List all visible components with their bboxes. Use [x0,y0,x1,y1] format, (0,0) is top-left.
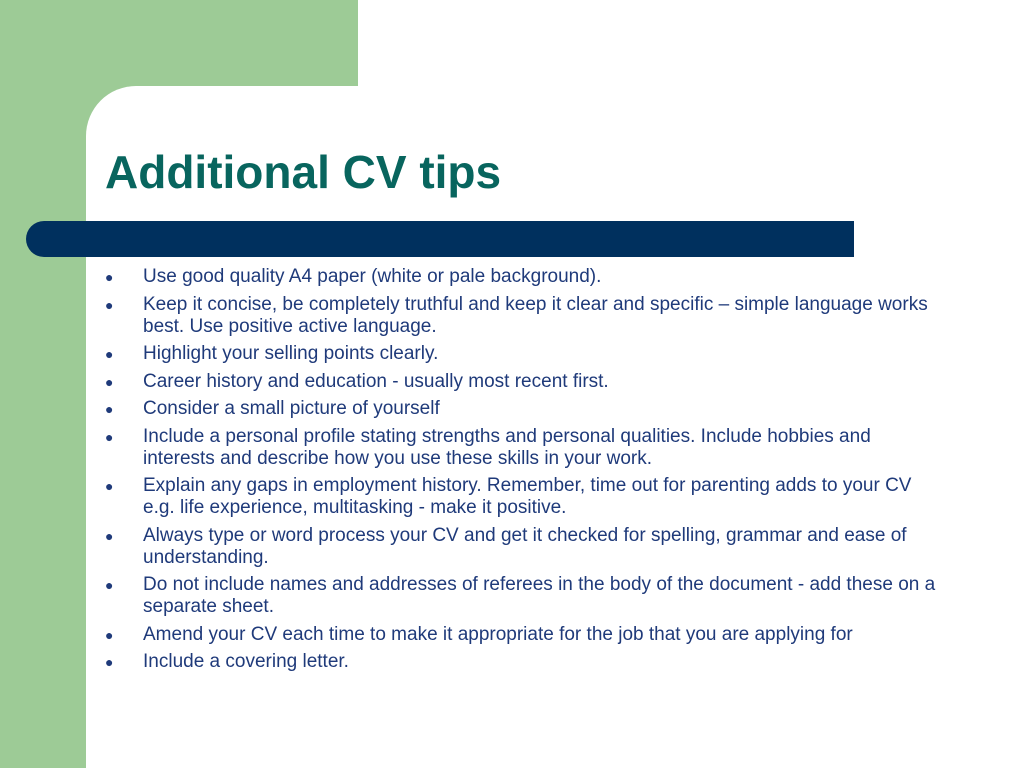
title-underline-bar [26,221,854,257]
bullet-item [105,475,945,519]
green-corner-curve [86,86,136,136]
bullet-text: Include a covering letter. [143,651,349,672]
bullet-icon: ● [105,346,114,362]
green-top-block [0,0,358,86]
bullet-text: Highlight your selling points clearly. [143,343,439,364]
bullet-item [105,371,945,393]
bullet-item [105,574,945,618]
bullet-text: Do not include names and addresses of referees in the body of the document - add these on a separate sheet. [143,574,936,617]
bullet-icon: ● [105,269,114,285]
bullet-item [105,525,945,569]
bullet-text: Always type or word process your CV and get it checked for spelling, grammar and ease of understanding. [143,524,907,568]
slide-title: Additional CV tips [105,146,502,198]
bullet-list [105,266,945,679]
bullet-item [105,426,945,470]
bullet-icon: ● [105,373,114,390]
bullet-text: Include a personal profile stating strengths and personal qualities. Include hobbies and interests and describe how you use these skills in your work. [143,425,871,469]
bullet-icon: ● [105,527,114,544]
bullet-item [105,651,945,673]
bullet-text: Keep it concise, be completely truthful and keep it clear and specific – simple language works best. Use positive active language. [143,293,928,337]
bullet-item [105,266,945,288]
bullet-text: Consider a small picture of yourself [143,398,440,419]
bullet-item [105,398,945,420]
bullet-icon: ● [105,654,114,670]
bullet-icon: ● [105,401,114,417]
bullet-text: Career history and education - usually most recent first. [143,370,609,392]
bullet-text: Amend your CV each time to make it appropriate for the job that you are applying for [143,623,853,645]
bullet-item [105,294,945,338]
bullet-icon: ● [105,478,114,494]
green-side-strip [0,0,86,768]
bullet-item [105,624,945,646]
bullet-text: Use good quality A4 paper (white or pale background). [143,266,602,287]
bullet-icon: ● [105,428,114,445]
bullet-item [105,343,945,365]
bullet-text: Explain any gaps in employment history. Remember, time out for parenting adds to your CV e.g. life experience, multitasking - make it positive. [143,475,912,518]
bullet-icon: ● [105,577,114,593]
bullet-icon: ● [105,296,114,313]
bullet-icon: ● [105,626,114,643]
